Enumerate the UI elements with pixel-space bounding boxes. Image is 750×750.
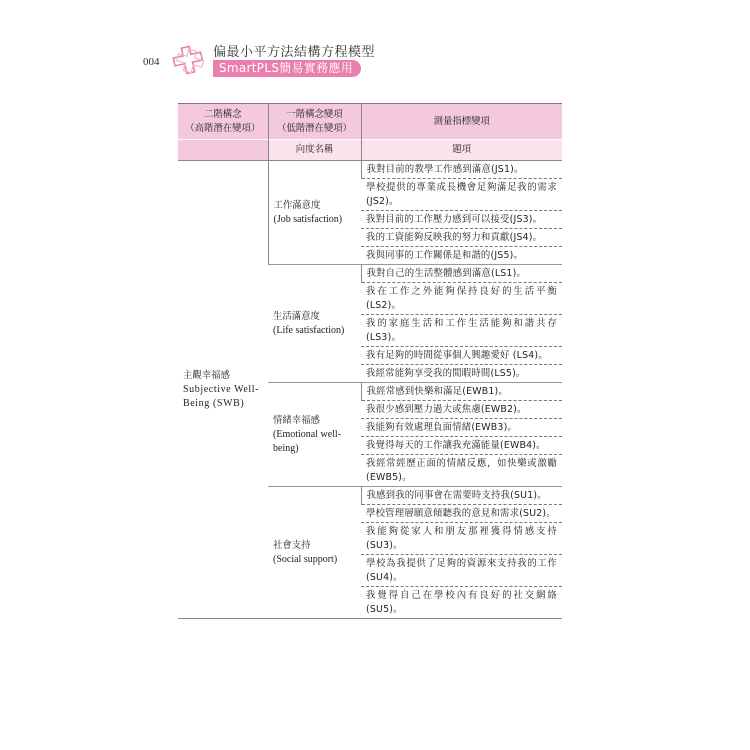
header-first-order: 一階構念變項 （低階潛在變項）: [268, 104, 361, 140]
item-cell: [361, 365, 562, 383]
cross-logo-icon: [172, 45, 208, 75]
item-cell: [361, 179, 562, 211]
item-text: 我覺得每天的工作讓我充滿能量(EWB4)。: [366, 440, 546, 451]
item-text: 我感到我的同事會在需要時支持我(SU1)。: [366, 490, 547, 501]
item-cell: [361, 229, 562, 247]
item-cell: [361, 347, 562, 365]
measurement-table: [178, 103, 562, 619]
dimension-name-zh: 工作滿意度: [273, 199, 321, 211]
dimension-emotional-well-being: [268, 383, 361, 487]
item-cell: [361, 383, 562, 401]
item-cell: [361, 555, 562, 587]
item-cell: [361, 211, 562, 229]
item-text: 我很少感到壓力過大或焦慮(EWB2)。: [366, 404, 527, 415]
item-text: 我經常感到快樂和滿足(EWB1)。: [366, 386, 508, 397]
dimension-name-en: (Job satisfaction): [273, 213, 343, 225]
item-cell: [361, 401, 562, 419]
page-number: 004: [143, 56, 160, 68]
header-blank: [178, 140, 268, 161]
item-text: 我的家庭生活和工作生活能夠和諧共存(LS3)。: [366, 318, 557, 343]
item-text: 學校管理層願意傾聽我的意見和需求(SU2)。: [366, 508, 556, 519]
dimension-social-support: [268, 487, 361, 619]
dimension-name-zh: 社會支持: [273, 539, 311, 551]
dimension-job-satisfaction: [268, 161, 361, 265]
item-cell: [361, 283, 562, 315]
dimension-life-satisfaction: [268, 265, 361, 383]
item-cell: [361, 161, 562, 179]
item-text: 我經常能夠享受我的閒暇時間(LS5)。: [366, 368, 526, 379]
dimension-name-zh: 生活滿意度: [273, 310, 320, 322]
item-text: 我對目前的工作壓力感到可以接受(JS3)。: [366, 214, 543, 225]
item-cell: [361, 523, 562, 555]
item-cell: [361, 437, 562, 455]
subheader-items: 題項: [361, 140, 562, 161]
item-text: 我能夠有效處理負面情緒(EWB3)。: [366, 422, 518, 433]
dimension-name-en: (Emotional well-being): [273, 428, 342, 454]
item-text: 我對自己的生活整體感到滿意(LS1)。: [366, 268, 527, 279]
item-text: 我覺得自己在學校內有良好的社交網絡(SU5)。: [366, 590, 557, 615]
header-second-order: 二階構念 （高階潛在變項）: [178, 104, 268, 140]
item-text: 學校提供的專業成長機會足夠滿足我的需求(JS2)。: [366, 182, 557, 207]
dimension-name-en: (Life satisfaction): [273, 324, 345, 336]
item-cell: [361, 505, 562, 523]
item-cell: [361, 455, 562, 487]
book-subtitle: SmartPLS簡易實務應用: [213, 60, 361, 77]
item-text: 學校為我提供了足夠的資源來支持我的工作(SU4)。: [366, 558, 557, 583]
item-text: 我的工資能夠反映我的努力和貢獻(JS4)。: [366, 232, 543, 243]
item-text: 我有足夠的時間從事個人興趣愛好 (LS4)。: [366, 350, 548, 361]
dimension-name-en: (Social support): [273, 553, 338, 565]
item-cell: [361, 315, 562, 347]
item-text: 我經常經歷正面的情緒反應，如快樂或激勵(EWB5)。: [366, 458, 557, 483]
item-text: 我對目前的教學工作感到滿意(JS1)。: [366, 164, 524, 175]
item-cell: [361, 487, 562, 505]
construct-name-en: Subjective Well-Being (SWB): [183, 383, 260, 409]
item-text: 我能夠從家人和朋友那裡獲得情感支持(SU3)。: [366, 526, 557, 551]
item-cell: [361, 265, 562, 283]
book-title: 偏最小平方法結構方程模型: [213, 45, 376, 60]
construct-name-zh: 主觀幸福感: [183, 369, 230, 381]
item-cell: [361, 419, 562, 437]
construct-cell: [178, 161, 268, 619]
subheader-dimension-name: 向度名稱: [268, 140, 361, 161]
header-indicators: 測量指標變項: [361, 104, 562, 140]
item-cell: [361, 587, 562, 619]
item-text: 我在工作之外能夠保持良好的生活平衡(LS2)。: [366, 286, 557, 311]
item-text: 我與同事的工作關係是和諧的(JS5)。: [366, 250, 524, 261]
item-cell: [361, 247, 562, 265]
dimension-name-zh: 情緒幸福感: [273, 414, 320, 426]
